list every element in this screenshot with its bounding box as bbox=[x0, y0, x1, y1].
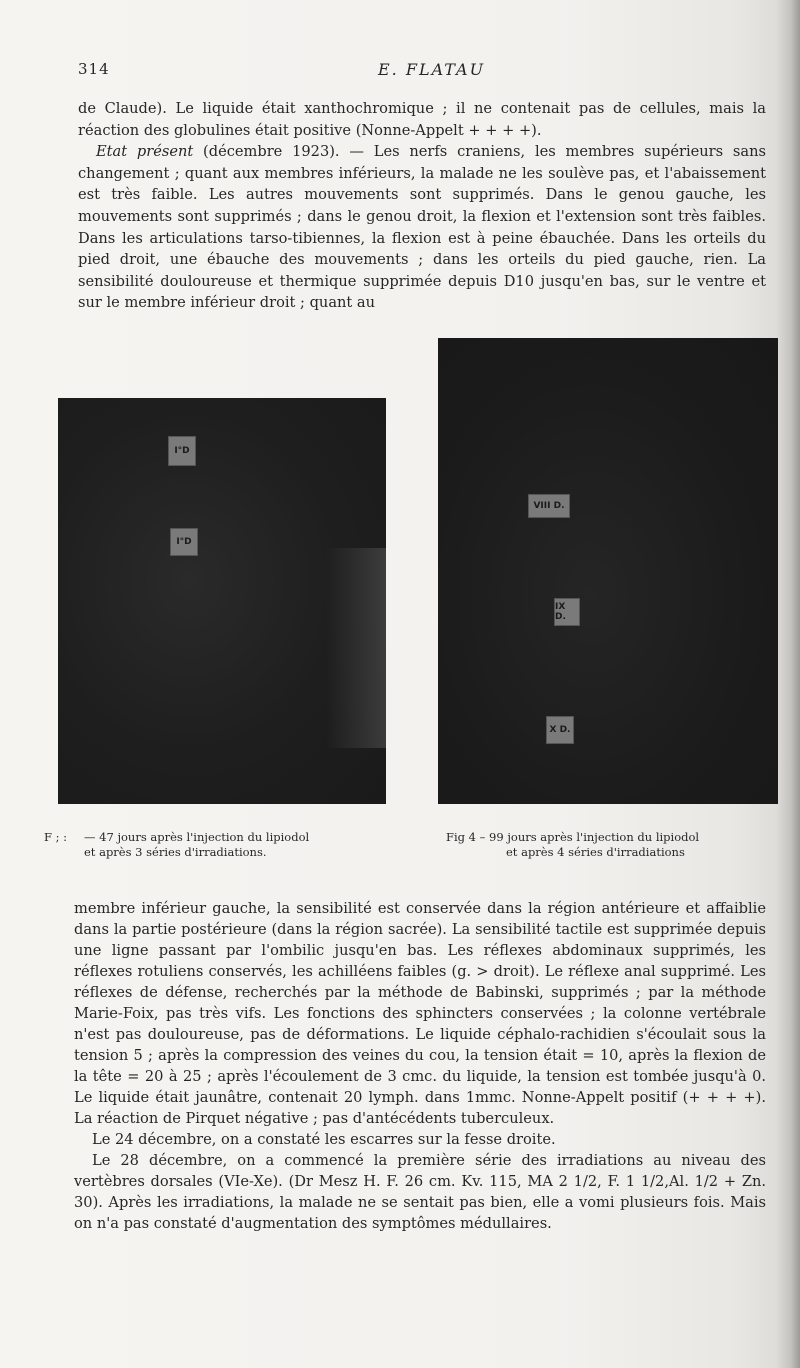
paragraph: Le 24 décembre, on a constaté les escarres sur la fesse droite. bbox=[92, 1131, 556, 1148]
page-number: 314 bbox=[78, 60, 110, 78]
caption-label: F ; : bbox=[44, 830, 68, 844]
radiograph-figure-right bbox=[438, 338, 778, 804]
running-head: E. FLATAU bbox=[378, 60, 486, 79]
etat-present-label: Etat présent bbox=[96, 143, 194, 161]
paragraph: Le 28 décembre, on a commencé la première série des irradiations au niveau des vertèbres dorsales (VIe-Xe). (Dr Mesz H. F. 26 cm. Kv. 115, MA 2 1/2, F. 1 1/2,Al. 1/2 + Zn. 30). Après les irradiations, la malade ne se sentait pas bien, elle a vomi plusieurs fois. Mais on n'a pas constaté d'augmentation des symptômes médullaires. bbox=[74, 1152, 766, 1232]
vertebra-marker: VIII D. bbox=[528, 494, 570, 518]
radiograph-glow bbox=[326, 548, 386, 748]
caption-line: et après 3 séries d'irradiations. bbox=[84, 845, 267, 859]
vertebra-marker: IX D. bbox=[554, 598, 580, 626]
caption-line: et après 4 séries d'irradiations bbox=[506, 845, 685, 859]
figure-caption-left bbox=[44, 830, 404, 860]
caption-line: — 47 jours après l'injection du lipiodol bbox=[84, 830, 310, 844]
vertebra-marker: I°D bbox=[170, 528, 198, 556]
paragraph-etat-present bbox=[78, 141, 766, 314]
etat-present-text: (décembre 1923). — Les nerfs craniens, les membres supérieurs bbox=[193, 143, 733, 161]
top-text-block bbox=[78, 98, 766, 314]
bottom-text-block bbox=[74, 898, 766, 1234]
vertebra-marker: I°D bbox=[168, 436, 196, 466]
vertebra-marker: X D. bbox=[546, 716, 574, 744]
caption-line: Fig 4 – 99 jours après l'injection du lipiodol bbox=[446, 830, 700, 844]
radiograph-figure-left bbox=[58, 398, 386, 804]
page-header bbox=[78, 60, 738, 84]
figure-caption-right bbox=[446, 830, 786, 860]
page-edge-shadow bbox=[776, 0, 800, 1368]
paragraph: membre inférieur gauche, la sensibilité est conservée dans la région antérieure et affaiblie dans la partie postérieure (dans la région sacrée). La sensibilité tactile est supprimée depuis une ligne passant par l'ombilic jusqu'en bas. Les réflexes abdominaux supprimés, les réflexes rotuliens conservés, les achilléens faibles (g. > droit). Le réflexe anal supprimé. Les réflexes de défense, recherchés par la méthode de Babinski, supprimés ; par la méthode Marie-Foix, pas très vifs. Les fonctions des sphincters conservées ; la colonne vertébrale n'est pas douloureuse, pas de déformations. Le liquide céphalo-rachidien s'écoulait sous la tension 5 ; après la compression des veines du cou, la tension était = 10, après la flexion de la tête = 20 à 25 ; après l'écoulement de 3 cmc. du liquide, la tension est tombée jusqu'à 0. Le liquide était jaunâtre, contenait 20 lymph. dans 1mmc. Nonne-Appelt positif (+ + + +). La réaction de Pirquet négative ; pas d'antécédents tuberculeux. bbox=[74, 900, 766, 1127]
paragraph: de Claude). Le liquide était xanthochromique ; il ne contenait pas de cellules, mais la réaction des globulines était positive (Nonne-Appelt + + + +). bbox=[78, 100, 766, 139]
paragraph-continuation: sans changement ; quant aux membres inférieurs, la malade ne les soulève pas, et l'abaissement est très faible. Les autres mouvements sont supprimés. Dans le genou gauche, les mouvements sont supprimés ; dans le genou droit, la flexion et l'extension sont très faibles. Dans les articulations tarso-tibiennes, la flexion est à peine ébauchée. Dans les orteils du pied droit, une ébauche des mouvements ; dans les orteils du pied gauche, rien. La sensibilité douloureuse et thermique supprimée depuis D10 jusqu'en bas, sur le ventre et sur le membre inférieur droit ; quant au bbox=[78, 143, 766, 312]
